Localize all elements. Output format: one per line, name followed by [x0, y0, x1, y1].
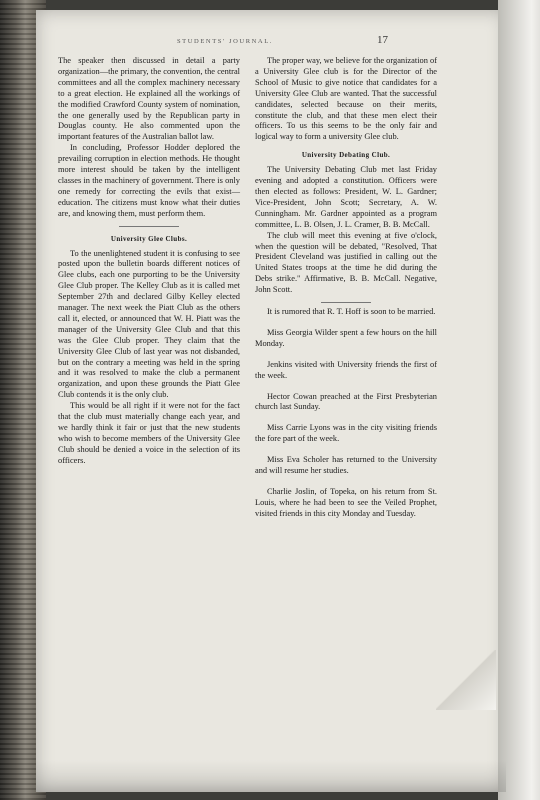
local-item: Miss Georgia Wilder spent a few hours on the hill Monday. — [255, 327, 437, 348]
local-item: Hector Cowan preached at the First Presbyterian church last Sunday. — [255, 391, 437, 412]
section-title-debating-club: University Debating Club. — [301, 151, 391, 160]
local-item: Jenkins visited with University friends the first of the week. — [255, 359, 437, 380]
paragraph: In concluding, Professor Hodder deplored the prevailing corruption in election methods. He thought more interest should be taken by the intelligent classes in the machinery of government. There is only one remedy for correcting the evils that exist—education. The citizens must know what their duties are, and knowing them, must perform them. — [58, 143, 240, 218]
paragraph: The University Debating Club met last Friday evening and adopted a constitution. Officers were then elected as follows: President, W. L. Gardner; Vice-President, John Scott; Secretary, A. W. Cunningham. Mr. Gardner appointed as a program committee, L. B. Olsen, J. L. Cramer, B. B. McCall. — [255, 165, 437, 229]
paragraph: The proper way, we believe for the organization of a University Glee club is for the Director of the School of Music to give notice that candidates for a University Glee Club are wanted. That the successful candidates, selected because on their merits, constitute the club, and that these men elect their officers. To us this seems to be the only fair and logical way to form a university Glee club. — [255, 56, 437, 142]
corner-fold — [436, 650, 496, 710]
right-column — [255, 56, 437, 520]
paragraph: To the unenlightened student it is confusing to see posted upon the bulletin boards different notices of Glee clubs, each one purporting to be the University Glee Club proper. The Kelley Club as it is called met September 27th and declared Gilby Kelley elected manager. The next week the Piatt Club as the others call it, elected, or announced that W. H. Piatt was the manager of the University Glee Club and that this was the Glee Club proper. They claim that the University Glee Club of last year was not disbanded, but on the contrary a meeting was held in the spring and it was resolved to make the club a permanent organization, and upon these grounds the Piatt Glee Club contends it is the only club. — [58, 248, 240, 400]
paragraph: The club will meet this evening at five o'clock, when the question will be debated, "Resolved, That President Cleveland was justified in calling out the United States troops at the time he did during the Debs strike." Affirmative, B. B. McCall. Negative, John Scott. — [255, 230, 437, 295]
paragraph: The speaker then discussed in detail a party organization—the primary, the convention, the central committees and all the complex machinery necessary to a great election. He explained all the workings of the modified Crawford County system of nomination, the one generally used by the Republican party in Douglas county. He also commented upon the important features of the Australian ballot law. — [58, 56, 240, 142]
local-item: Miss Eva Scholer has returned to the University and will resume her studies. — [255, 455, 437, 476]
divider — [119, 226, 179, 227]
paragraph: This would be all right if it were not for the fact that the club must materially change each year, and we hardly think it fair or just that the new students who wish to become members of the University Glee Club should be denied a voice in the selection of its officers. — [58, 401, 240, 465]
left-column — [58, 56, 240, 467]
page-bottom-shadow — [36, 760, 506, 792]
page-number: 17 — [377, 34, 388, 46]
local-item: Miss Carrie Lyons was in the city visiting friends the fore part of the week. — [255, 423, 437, 444]
local-item: It is rumored that R. T. Hoff is soon to be married. — [267, 307, 436, 317]
page-edge — [498, 0, 540, 800]
running-title: STUDENTS' JOURNAL. — [176, 38, 274, 45]
divider — [321, 302, 371, 303]
local-item: Charlie Joslin, of Topeka, on his return from St. Louis, where he had been to see the Veiled Prophet, visited friends in this city Monday and Tuesday. — [255, 487, 437, 518]
section-title-glee-clubs: University Glee Clubs. — [110, 234, 188, 243]
